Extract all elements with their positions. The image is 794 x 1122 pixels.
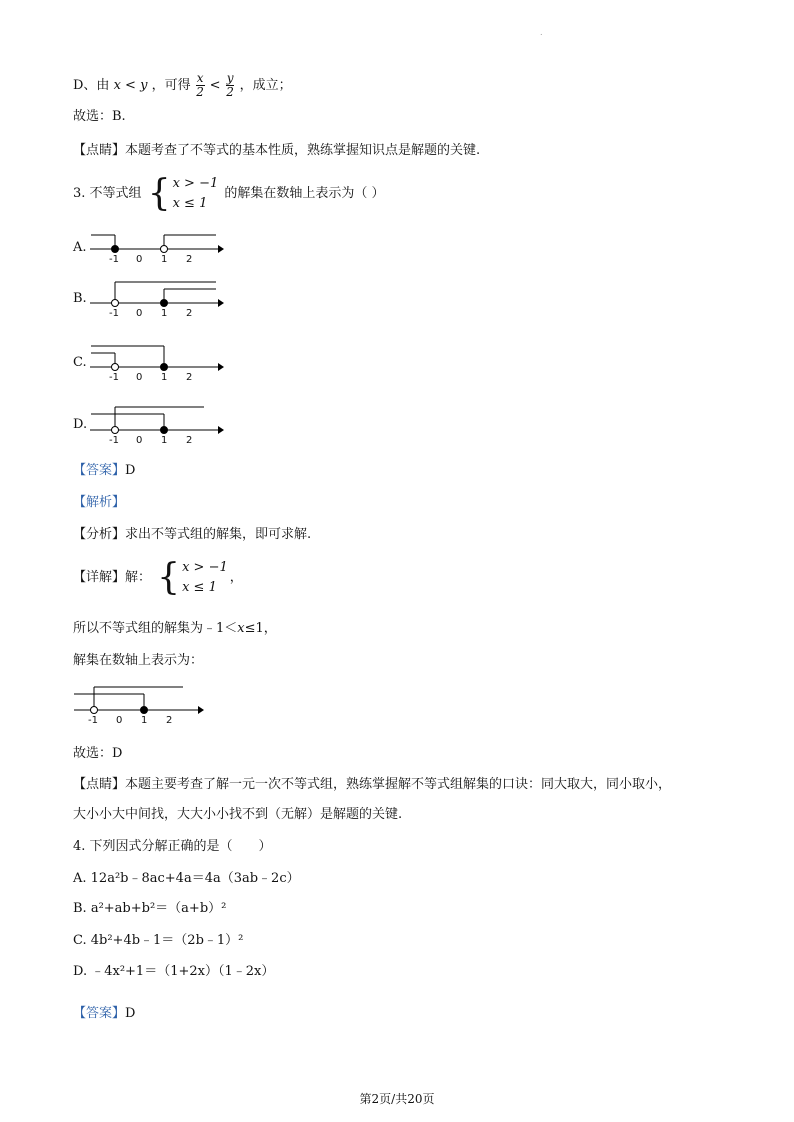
solution-variable: x xyxy=(237,621,245,636)
closed-point xyxy=(160,426,168,434)
question-3 xyxy=(73,172,385,216)
tick-label: 1 xyxy=(161,308,168,319)
analysis-heading xyxy=(73,494,125,512)
q4-option-a: A. 12a²b﹣8ac+4a＝4a（3ab﹣2c） xyxy=(73,871,300,886)
tick-label: 0 xyxy=(136,372,143,383)
brace: { xyxy=(157,556,181,598)
closed-point xyxy=(160,299,168,307)
tick-label: 0 xyxy=(136,308,143,319)
fraction-numerator: y xyxy=(226,71,234,85)
answer-value: D xyxy=(125,1006,136,1021)
number-line-a xyxy=(88,230,228,266)
tip1 xyxy=(73,142,480,160)
number-line-intro: 解集在数轴上表示为： xyxy=(73,653,204,668)
open-point xyxy=(90,706,98,714)
tip-text: 本题考查了不等式的基本性质，熟练掌握知识点是解题的关键. xyxy=(125,143,481,158)
tip-text: 本题主要考查了解一元一次不等式组，熟练掌握解不等式组解集的口诀：同大取大，同小取小， xyxy=(125,777,672,792)
open-point xyxy=(111,299,119,307)
tick-label: 1 xyxy=(161,435,168,446)
option-d-explanation xyxy=(73,72,292,99)
q4-option-c: C. 4b²+4b﹣1＝（2b﹣1）² xyxy=(73,933,244,948)
solution-number-line xyxy=(72,682,212,726)
fraction-rhs xyxy=(226,72,235,99)
answer-value: D xyxy=(125,463,136,478)
tick-label: -1 xyxy=(109,372,119,383)
number-line-b xyxy=(88,279,228,317)
fraction-denominator: 2 xyxy=(226,85,234,99)
tick-label: 0 xyxy=(136,254,143,265)
open-point xyxy=(111,363,119,371)
fraction-numerator: x xyxy=(196,71,204,85)
text: ，可得 xyxy=(151,78,191,93)
solution-suffix: ≤1， xyxy=(244,621,277,636)
choose-b: 故选：B. xyxy=(73,109,126,124)
condition: x < y xyxy=(113,78,148,93)
tick-label: -1 xyxy=(109,254,119,265)
xiangjie xyxy=(73,556,243,600)
tip-tag: 【点睛】 xyxy=(73,777,126,792)
answer-q4 xyxy=(73,1005,135,1023)
open-point xyxy=(111,426,119,434)
tick-label: -1 xyxy=(109,308,119,319)
brace: { xyxy=(147,172,171,214)
option-d-label: D. xyxy=(73,417,88,432)
option-b-label: B. xyxy=(73,291,87,306)
tick-label: -1 xyxy=(109,435,119,446)
fenxi-tag: 【分析】 xyxy=(73,527,126,542)
open-point xyxy=(160,245,168,253)
inequality-row: x ≤ 1 xyxy=(172,195,208,211)
option-c-label: C. xyxy=(73,355,87,370)
xiangjie-text: 解： xyxy=(125,570,152,585)
question-suffix: 的解集在数轴上表示为（ ） xyxy=(224,186,385,201)
answer-tag: 【答案】 xyxy=(73,1006,126,1021)
tick-label: 0 xyxy=(136,435,143,446)
text: D、由 xyxy=(73,78,110,93)
question-prefix: 3. 不等式组 xyxy=(73,186,142,201)
tip2-line2: 大小小大中间找，大大小小找不到（无解）是解题的关键. xyxy=(73,807,403,822)
tip2-line1 xyxy=(73,776,671,794)
text: ，成立； xyxy=(239,78,292,93)
answer-tag: 【答案】 xyxy=(73,463,126,478)
top-mark: . xyxy=(540,28,543,37)
inequality-system xyxy=(157,558,228,598)
answer-q3 xyxy=(73,462,135,480)
analysis-tag: 【解析】 xyxy=(73,495,126,510)
tick-label: 1 xyxy=(161,254,168,265)
inequality-row: x > −1 xyxy=(182,559,228,575)
option-a-label: A. xyxy=(73,240,87,255)
solution-prefix: 所以不等式组的解集为﹣1＜ xyxy=(73,621,238,636)
page-footer: 第2页/共20页 xyxy=(359,1092,435,1106)
tick-label: 2 xyxy=(186,435,193,446)
closed-point xyxy=(160,363,168,371)
fraction-lhs xyxy=(196,72,205,99)
tick-label: 2 xyxy=(186,372,193,383)
number-line-c xyxy=(88,342,228,382)
inequality-system xyxy=(148,174,219,214)
tick-label: -1 xyxy=(88,715,98,726)
q4-option-d: D. ﹣4x²+1＝（1+2x）（1﹣2x） xyxy=(73,964,275,979)
inequality-row: x ≤ 1 xyxy=(182,579,217,595)
comma: ， xyxy=(229,570,243,585)
tick-label: 1 xyxy=(141,715,148,726)
closed-point xyxy=(111,245,119,253)
tick-label: 0 xyxy=(116,715,123,726)
fenxi-text: 求出不等式组的解集，即可求解. xyxy=(125,527,312,542)
choose-d: 故选：D xyxy=(73,746,123,761)
tick-label: 1 xyxy=(161,372,168,383)
less-than: < xyxy=(209,78,221,93)
xiangjie-tag: 【详解】 xyxy=(73,570,126,585)
closed-point xyxy=(140,706,148,714)
question-4: 4. 下列因式分解正确的是（ ） xyxy=(73,839,272,854)
inequality-row: x > −1 xyxy=(172,175,219,191)
number-line-d xyxy=(88,404,228,444)
q4-option-b: B. a²+ab+b²＝（a+b）² xyxy=(73,901,227,916)
tick-label: 2 xyxy=(186,254,193,265)
tick-label: 2 xyxy=(166,715,173,726)
tick-label: 2 xyxy=(186,308,193,319)
solution-set xyxy=(73,620,277,638)
fraction-denominator: 2 xyxy=(196,85,204,99)
tip-tag: 【点睛】 xyxy=(73,143,126,158)
fenxi xyxy=(73,526,311,544)
